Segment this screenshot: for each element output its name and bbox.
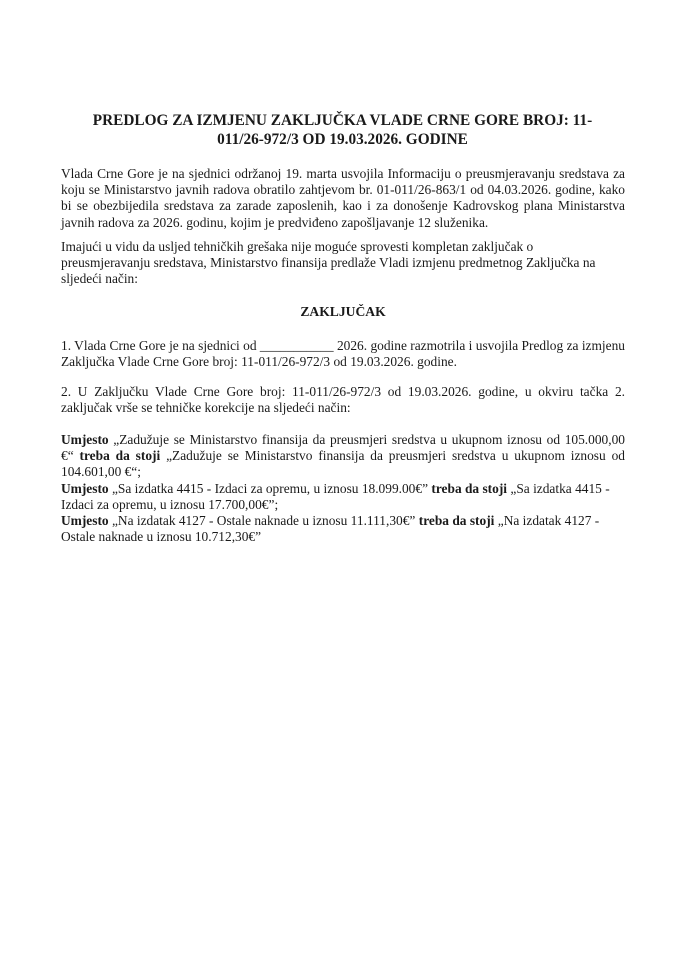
instead-text: „Zadužuje se Ministarstvo finansija da preusmjeri sredstva u ukupnom iznosu od 105.000,00 €“ [61, 432, 625, 464]
instead-label: Umjesto [61, 432, 109, 447]
conclusion-item-1 [61, 338, 625, 370]
title-line-2: 011/26-972/3 OD 19.03.2026. GODINE [217, 131, 468, 148]
should-label: treba da stoji [418, 513, 495, 529]
corrections-list [61, 432, 625, 545]
document-title [60, 111, 625, 149]
conclusion-heading: ZAKLJUČAK [300, 304, 386, 319]
instead-label: Umjesto [61, 513, 109, 529]
intro-paragraph: Vlada Crne Gore je na sjednici održanoj 19. marta usvojila Informaciju o preusmjeravanju sredstava za koju se Ministarstvo javnih radova obratilo zahtjevom br. 01-011/26-863/1 od 04.03.2026. godine, kako bi se obezbijedila sredstava za zarade zaposlenih, kao i za donošenje Kadrovskog plana Ministarstva javnih radova za 2026. godinu, kojim je predviđeno zapošljavanje 12 služenika. [61, 166, 625, 230]
instead-text: „Na izdatak 4127 - Ostale naknade u iznosu 11.111,30€” [111, 513, 416, 529]
conclusion-item-2: 2. U Zaključku Vlade Crne Gore broj: 11-011/26-972/3 od 19.03.2026. godine, u okviru tačka 2. zaključak vrše se tehničke korekcije na sljedeći način: [61, 384, 625, 416]
item-1-lead: 1. Vlada Crne Gore je na sjednici od [61, 338, 257, 353]
date-blank-field: ___________ [259, 338, 334, 353]
should-text: „Zadužuje se Ministarstvo finansija da preusmjeri sredstva u ukupnom iznosu od 104.601,00 €“; [61, 448, 625, 480]
instead-text: „Sa izdatka 4415 - Izdaci za opremu, u iznosu 18.099.00€” [111, 480, 429, 496]
correction-item [61, 513, 625, 545]
should-text: „Na izdatak 4127 - Ostale naknade u iznosu 10.712,30€” [61, 513, 600, 545]
should-label: treba da stoji [431, 480, 508, 496]
rationale-paragraph: Imajući u vidu da usljed tehničkih grešaka nije moguće sprovesti kompletan zaključak o preusmjeravanju sredstava, Ministarstvo finansija predlaže Vladi izmjenu predmetnog Zaključka na sljedeći način: [61, 239, 596, 287]
should-label: treba da stoji [79, 448, 161, 464]
title-line-1: PREDLOG ZA IZMJENU ZAKLJUČKA VLADE CRNE GORE BROJ: 11- [92, 112, 593, 129]
correction-item [61, 432, 625, 481]
correction-item [61, 481, 625, 513]
should-text: „Sa izdatka 4415 - Izdaci za opremu, u iznosu 17.700,00€”; [61, 480, 610, 512]
instead-label: Umjesto [61, 480, 109, 496]
item-1-rest: 2026. godine razmotrila i usvojila Predlog za izmjenu Zaključka Vlade Crne Gore broj: 11-011/26-972/3 od 19.03.2026. godine. [61, 338, 625, 370]
